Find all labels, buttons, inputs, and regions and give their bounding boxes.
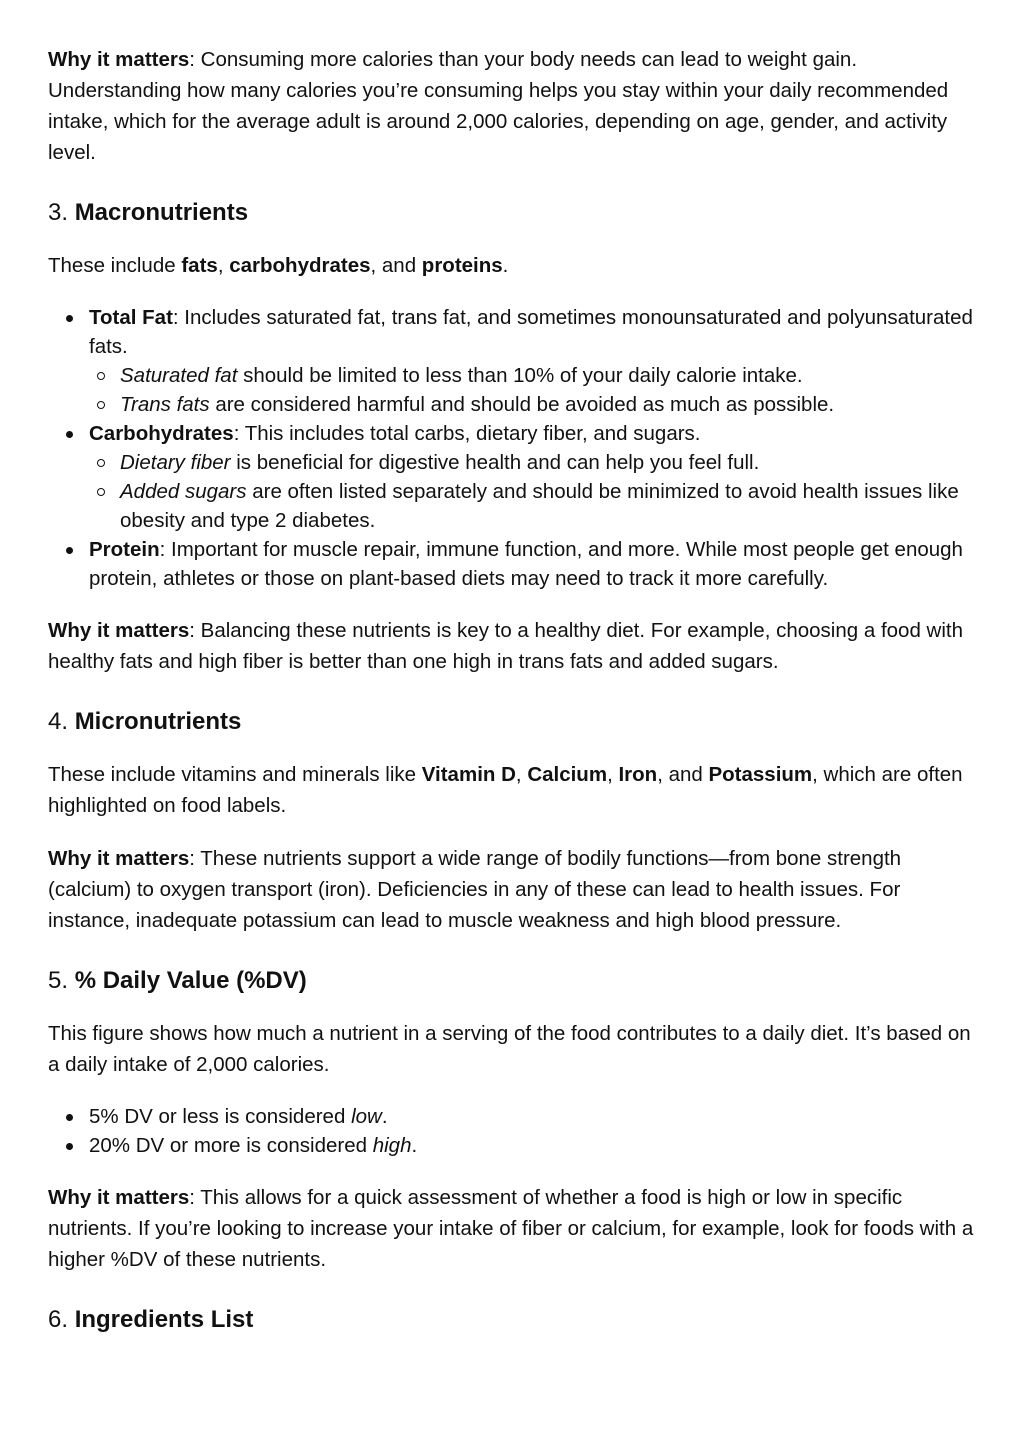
why-label: Why it matters [48,1186,190,1209]
item-text: : Important for muscle repair, immune function, and more. While most people get enough protein, athletes or those on plant-based diets may need to track it more carefully. [89,538,963,590]
item-text: should be limited to less than 10% of your daily calorie intake. [237,364,803,387]
list-item-carbohydrates [89,419,984,535]
section-title: Micronutrients [74,708,242,735]
term-potassium: Potassium [708,763,813,786]
list-item-high [89,1131,984,1160]
term-fats: fats [181,254,218,277]
why-label: Why it matters [48,847,190,870]
macronutrients-why-paragraph [48,615,984,677]
why-label: Why it matters [48,619,190,642]
calories-why-paragraph [48,44,984,168]
list-item-low [89,1102,984,1131]
section-number: 4. [48,708,69,735]
item-text: is beneficial for digestive health and can help you feel full. [230,451,760,474]
micronutrients-intro [48,759,984,821]
item-text: are considered harmful and should be avoided as much as possible. [209,393,835,416]
item-text: : Includes saturated fat, trans fat, and sometimes monounsaturated and polyunsaturated fats. [89,306,973,358]
item-text: : This includes total carbs, dietary fiber, and sugars. [233,422,701,445]
separator: , [515,763,528,786]
separator: , and [657,763,709,786]
separator: . [411,1134,418,1157]
item-term: low [351,1105,382,1128]
section-title: Ingredients List [74,1306,254,1333]
daily-value-intro: This figure shows how much a nutrient in a serving of the food contributes to a daily diet. It’s based on a daily intake of 2,000 calories. [48,1022,971,1076]
sublist-item-saturated-fat [120,361,984,390]
item-term: Trans fats [120,393,210,416]
carbohydrates-sublist [89,448,984,535]
item-label: Carbohydrates [89,422,234,445]
separator: . [381,1105,388,1128]
sublist-item-added-sugars [120,477,984,535]
intro-text: These include [48,254,182,277]
macronutrients-intro [48,250,984,281]
macronutrients-list [48,303,984,593]
separator: , [607,763,619,786]
list-item-protein [89,535,984,593]
section-heading-daily-value [48,966,984,996]
why-text: : This allows for a quick assessment of whether a food is high or low in specific nutrients. If you’re looking to increase your intake of fiber or calcium, for example, look for foods with a higher %DV of these nutrients. [48,1186,974,1271]
item-label: Total Fat [89,306,173,329]
why-text: : Balancing these nutrients is key to a healthy diet. For example, choosing a food with healthy fats and high fiber is better than one high in trans fats and added sugars. [48,619,963,673]
item-text: are often listed separately and should be minimized to avoid health issues like obesity and type 2 diabetes. [120,480,959,532]
section-title: % Daily Value (%DV) [74,967,307,994]
daily-value-list [48,1102,984,1160]
item-term: Dietary fiber [120,451,231,474]
intro-suffix: , which are often highlighted on food labels. [48,763,963,817]
section-number: 6. [48,1306,69,1333]
section-number: 3. [48,199,69,226]
term-vitamin-d: Vitamin D [421,763,516,786]
section-title: Macronutrients [74,199,249,226]
micronutrients-why-paragraph [48,843,984,936]
section-heading-micronutrients [48,707,984,737]
item-term: high [372,1134,412,1157]
item-label: Protein [89,538,160,561]
sublist-item-trans-fats [120,390,984,419]
total-fat-sublist [89,361,984,419]
section-heading-ingredients [48,1305,984,1335]
why-text: : Consuming more calories than your body needs can lead to weight gain. Understanding how many calories you’re consuming helps you stay within your daily recommended intake, which for the average adult is around 2,000 calories, depending on age, gender, and activity level. [48,48,949,164]
term-proteins: proteins [421,254,503,277]
section-heading-macronutrients [48,198,984,228]
item-text: 5% DV or less is considered [89,1105,352,1128]
intro-text: These include vitamins and minerals like [48,763,422,786]
separator: , and [370,254,422,277]
term-iron: Iron [618,763,658,786]
item-term: Saturated fat [120,364,238,387]
term-carbohydrates: carbohydrates [229,254,371,277]
separator: , [217,254,230,277]
sublist-item-dietary-fiber [120,448,984,477]
separator: . [502,254,509,277]
list-item-total-fat [89,303,984,419]
section-number: 5. [48,967,69,994]
item-text: 20% DV or more is considered [89,1134,373,1157]
daily-value-why-paragraph [48,1182,984,1275]
document-page [48,44,984,1357]
term-calcium: Calcium [527,763,608,786]
item-term: Added sugars [120,480,247,503]
why-text: : These nutrients support a wide range of bodily functions—from bone strength (calcium) to oxygen transport (iron). Deficiencies in any of these can lead to health issues. For instance, inadequate potassium can lead to muscle weakness and high blood pressure. [48,847,902,932]
why-label: Why it matters [48,48,190,71]
